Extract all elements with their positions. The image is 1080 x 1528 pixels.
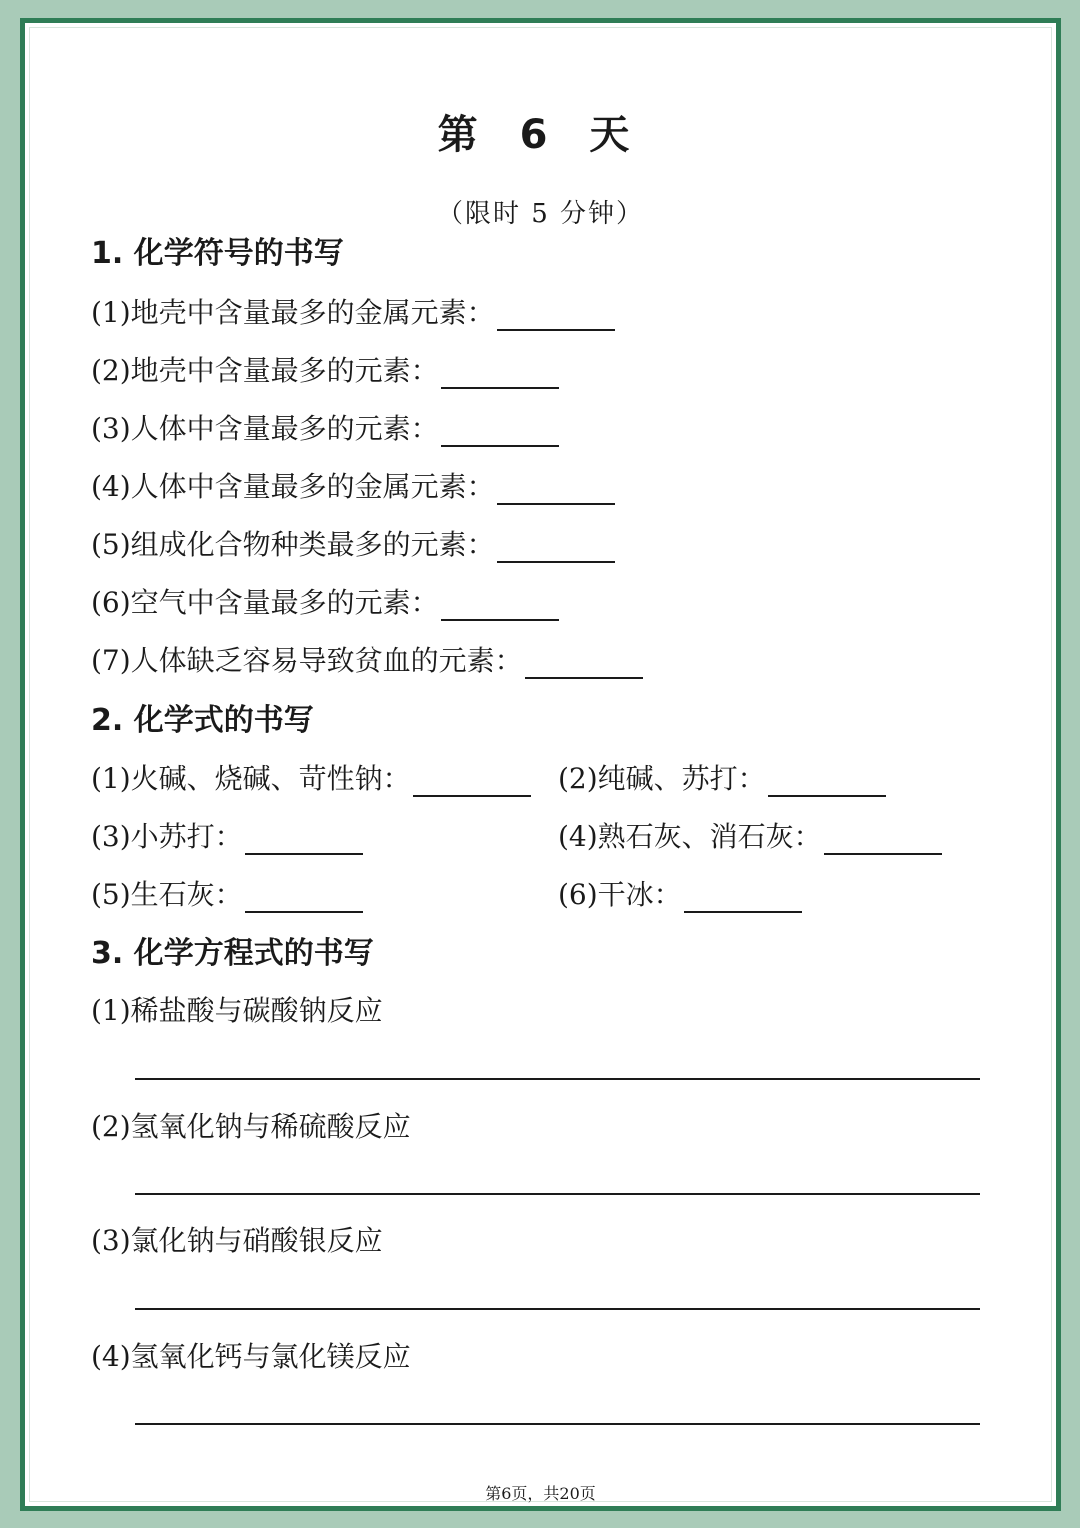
s2-question-6 [558,873,802,913]
s2-question-6-text: (6)干冰： [558,878,682,911]
s1-question-3 [91,407,559,447]
s2-question-2-text: (2)纯碱、苏打： [558,762,766,795]
s2-question-3 [91,815,363,855]
s3-answer-line-3[interactable] [135,1308,980,1310]
page-title: 第 6 天 [437,112,644,158]
s2-question-3-text: (3)小苏打： [91,820,243,853]
s1-question-3-text: (3)人体中含量最多的元素： [91,412,439,445]
s1-answer-blank-1[interactable] [497,299,615,331]
s1-answer-blank-2[interactable] [441,357,559,389]
s3-answer-line-2[interactable] [135,1193,980,1195]
s2-question-1-text: (1)火碱、烧碱、苛性钠： [91,762,411,795]
s2-question-5-text: (5)生石灰： [91,878,243,911]
s1-answer-blank-4[interactable] [497,473,615,505]
page-footer: 第6页，共20页 [485,1484,596,1503]
section-2-heading: 2. 化学式的书写 [91,703,314,738]
s3-question-2 [91,1105,411,1145]
s1-answer-blank-7[interactable] [525,647,643,679]
s1-question-4-text: (4)人体中含量最多的金属元素： [91,470,495,503]
s1-question-4 [91,465,615,505]
s3-question-4 [91,1335,411,1375]
s1-question-2 [91,349,559,389]
worksheet-page [20,18,1061,1511]
time-limit: （限时 5 分钟） [436,199,645,229]
s2-question-2 [558,757,886,797]
s3-question-3-text: (3)氯化钠与硝酸银反应 [91,1224,383,1257]
section-3-heading: 3. 化学方程式的书写 [91,936,374,971]
s1-question-6-text: (6)空气中含量最多的元素： [91,586,439,619]
s1-question-1-text: (1)地壳中含量最多的金属元素： [91,296,495,329]
s1-question-2-text: (2)地壳中含量最多的元素： [91,354,439,387]
s2-answer-blank-6[interactable] [684,881,802,913]
s2-answer-blank-2[interactable] [768,765,886,797]
s2-question-4-text: (4)熟石灰、消石灰： [558,820,822,853]
s1-answer-blank-3[interactable] [441,415,559,447]
s3-question-3 [91,1219,383,1259]
section-1-heading: 1. 化学符号的书写 [91,236,344,271]
s2-answer-blank-3[interactable] [245,823,363,855]
s1-question-7-text: (7)人体缺乏容易导致贫血的元素： [91,644,523,677]
s3-question-1-text: (1)稀盐酸与碳酸钠反应 [91,994,383,1027]
s2-question-5 [91,873,363,913]
s3-question-4-text: (4)氢氧化钙与氯化镁反应 [91,1340,411,1373]
s1-question-5 [91,523,615,563]
s3-answer-line-4[interactable] [135,1423,980,1425]
s3-question-1 [91,989,383,1029]
s1-answer-blank-5[interactable] [497,531,615,563]
s3-question-2-text: (2)氢氧化钠与稀硫酸反应 [91,1110,411,1143]
s1-question-6 [91,581,559,621]
s1-question-5-text: (5)组成化合物种类最多的元素： [91,528,495,561]
s2-answer-blank-4[interactable] [824,823,942,855]
s1-question-7 [91,639,643,679]
s1-question-1 [91,291,615,331]
s2-question-1 [91,757,531,797]
s2-question-4 [558,815,942,855]
s3-answer-line-1[interactable] [135,1078,980,1080]
s2-answer-blank-5[interactable] [245,881,363,913]
s1-answer-blank-6[interactable] [441,589,559,621]
s2-answer-blank-1[interactable] [413,765,531,797]
